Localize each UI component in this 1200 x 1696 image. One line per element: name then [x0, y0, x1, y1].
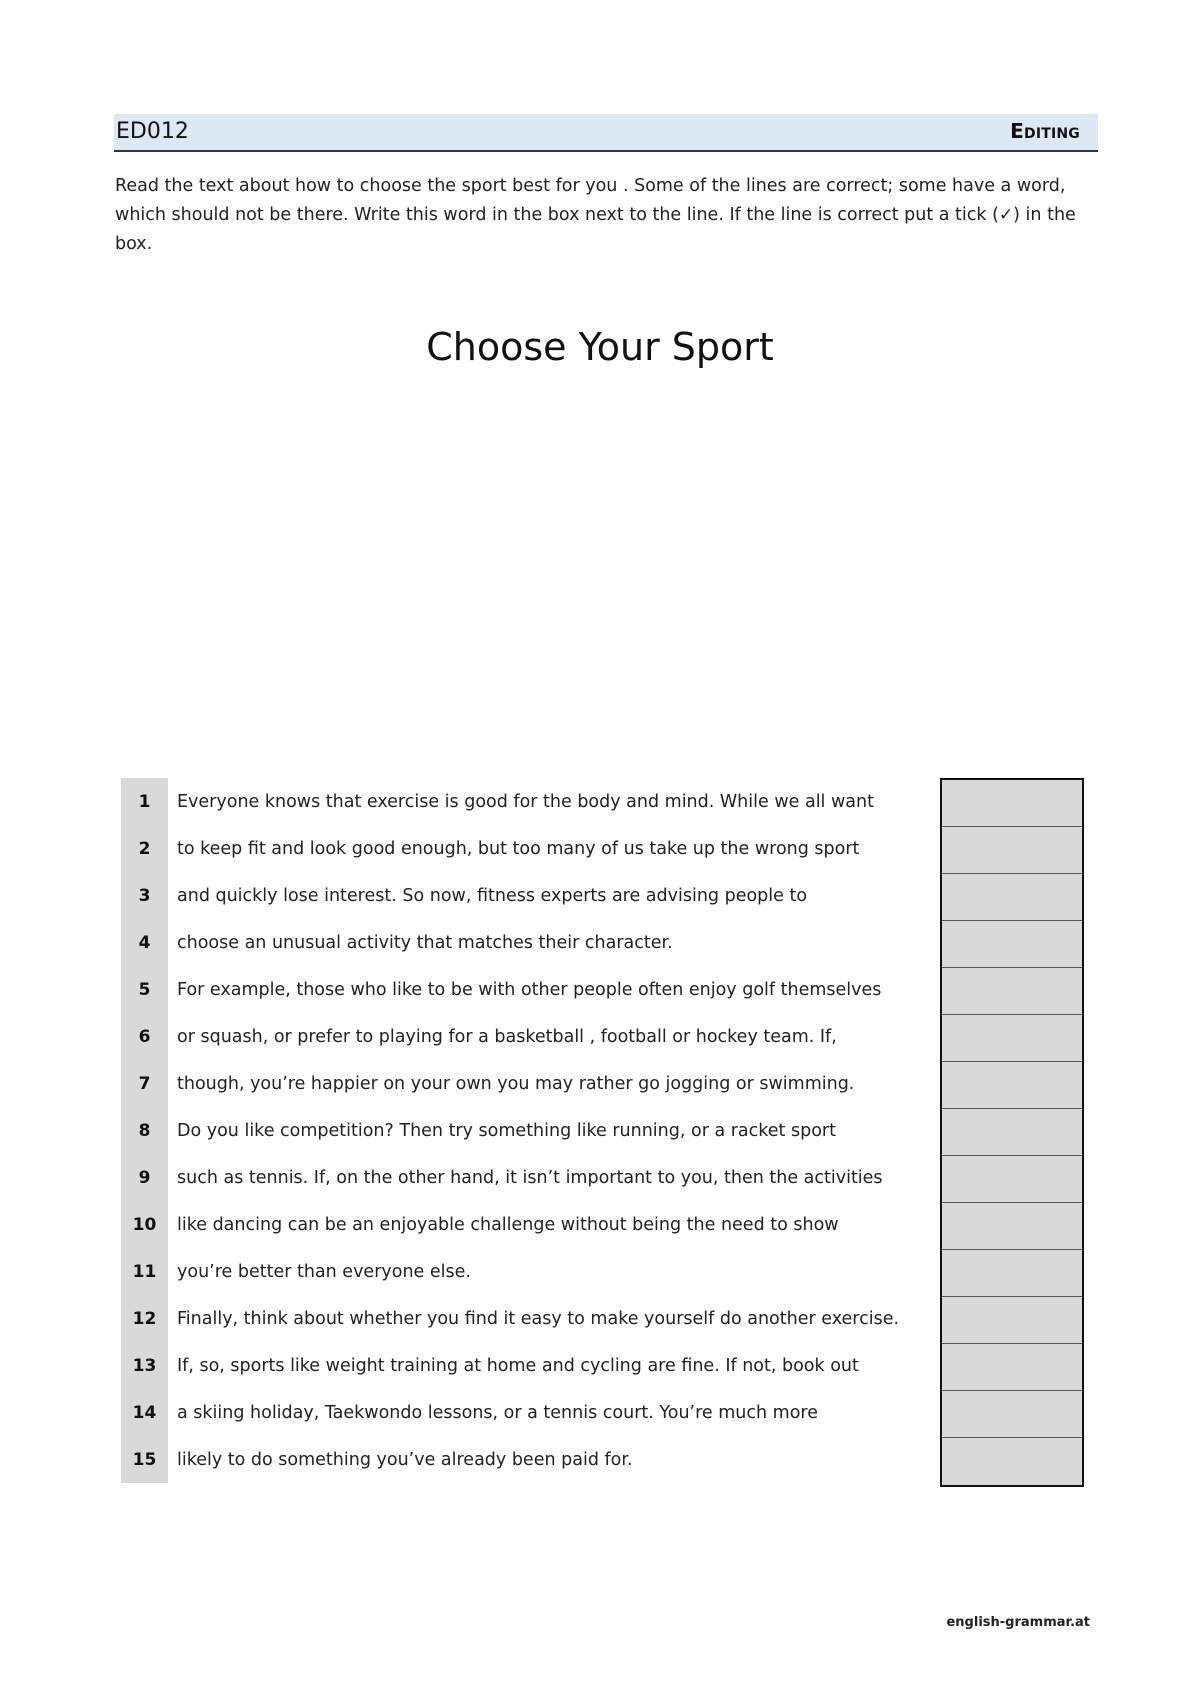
- line-number: 7: [121, 1060, 168, 1107]
- answer-box[interactable]: [942, 1250, 1082, 1297]
- answer-box[interactable]: [942, 1062, 1082, 1109]
- line-text: Do you like competition? Then try something like running, or a racket sport: [177, 1120, 836, 1141]
- line-number: 10: [121, 1201, 168, 1248]
- line-number: 8: [121, 1107, 168, 1154]
- line-text: choose an unusual activity that matches their character.: [177, 932, 673, 953]
- answer-box[interactable]: [942, 921, 1082, 968]
- instructions-part-1: Read the text about how to choose the sport best for you . Some of the lines are correct; some have a word, which should not be there. Write this word in the box next to the line. If the line is correct put a tick (: [115, 176, 1066, 225]
- line-text: If, so, sports like weight training at home and cycling are fine. If not, book out: [177, 1355, 859, 1376]
- line-text: or squash, or prefer to playing for a basketball , football or hockey team. If,: [177, 1026, 837, 1047]
- answer-box[interactable]: [942, 1203, 1082, 1250]
- text-line: [121, 1436, 1081, 1483]
- answer-box[interactable]: [942, 1391, 1082, 1438]
- answer-boxes: [940, 778, 1084, 1487]
- line-number: 1: [121, 778, 168, 825]
- line-number: 15: [121, 1436, 168, 1483]
- text-line: [121, 1248, 1081, 1295]
- line-number: 13: [121, 1342, 168, 1389]
- answer-box[interactable]: [942, 1109, 1082, 1156]
- answer-box[interactable]: [942, 874, 1082, 921]
- answer-box[interactable]: [942, 1297, 1082, 1344]
- line-number: 4: [121, 919, 168, 966]
- page-title: Choose Your Sport: [426, 325, 774, 369]
- header-bar: [114, 114, 1098, 152]
- line-text: Finally, think about whether you find it easy to make yourself do another exercise.: [177, 1308, 900, 1329]
- text-line: [121, 825, 1081, 872]
- line-number: 3: [121, 872, 168, 919]
- answer-box[interactable]: [942, 827, 1082, 874]
- line-number: 14: [121, 1389, 168, 1436]
- line-text: Everyone knows that exercise is good for the body and mind. While we all want: [177, 791, 874, 812]
- text-lines: [121, 778, 1081, 1483]
- text-line: [121, 966, 1081, 1013]
- worksheet-code: ED012: [116, 119, 189, 144]
- line-text: For example, those who like to be with other people often enjoy golf themselves: [177, 979, 882, 1000]
- line-number: 6: [121, 1013, 168, 1060]
- text-line: [121, 1342, 1081, 1389]
- answer-box[interactable]: [942, 780, 1082, 827]
- text-line: [121, 778, 1081, 825]
- text-line: [121, 872, 1081, 919]
- section-label: Editing: [1010, 119, 1080, 143]
- answer-box[interactable]: [942, 968, 1082, 1015]
- tick-icon: ✓: [998, 205, 1014, 225]
- line-number: 12: [121, 1295, 168, 1342]
- footer-site: english-grammar.at: [946, 1615, 1090, 1630]
- line-text: though, you’re happier on your own you may rather go jogging or swimming.: [177, 1073, 855, 1094]
- line-text: likely to do something you’ve already been paid for.: [177, 1449, 633, 1470]
- text-line: [121, 1013, 1081, 1060]
- line-text: such as tennis. If, on the other hand, it isn’t important to you, then the activities: [177, 1167, 883, 1188]
- answer-box[interactable]: [942, 1438, 1082, 1485]
- answer-box[interactable]: [942, 1156, 1082, 1203]
- text-line: [121, 1201, 1081, 1248]
- text-line: [121, 1154, 1081, 1201]
- line-number: 5: [121, 966, 168, 1013]
- line-number: 9: [121, 1154, 168, 1201]
- text-line: [121, 1295, 1081, 1342]
- instructions-text: [115, 172, 1100, 259]
- line-number: 11: [121, 1248, 168, 1295]
- instructions-part-2: ) in the box.: [115, 205, 1076, 254]
- text-line: [121, 1107, 1081, 1154]
- text-line: [121, 1389, 1081, 1436]
- line-text: to keep fit and look good enough, but too many of us take up the wrong sport: [177, 838, 860, 859]
- answer-box[interactable]: [942, 1015, 1082, 1062]
- answer-box[interactable]: [942, 1344, 1082, 1391]
- line-text: like dancing can be an enjoyable challenge without being the need to show: [177, 1214, 839, 1235]
- line-text: you’re better than everyone else.: [177, 1261, 471, 1282]
- text-line: [121, 1060, 1081, 1107]
- line-text: a skiing holiday, Taekwondo lessons, or a tennis court. You’re much more: [177, 1402, 818, 1423]
- text-line: [121, 919, 1081, 966]
- line-number: 2: [121, 825, 168, 872]
- line-text: and quickly lose interest. So now, fitness experts are advising people to: [177, 885, 808, 906]
